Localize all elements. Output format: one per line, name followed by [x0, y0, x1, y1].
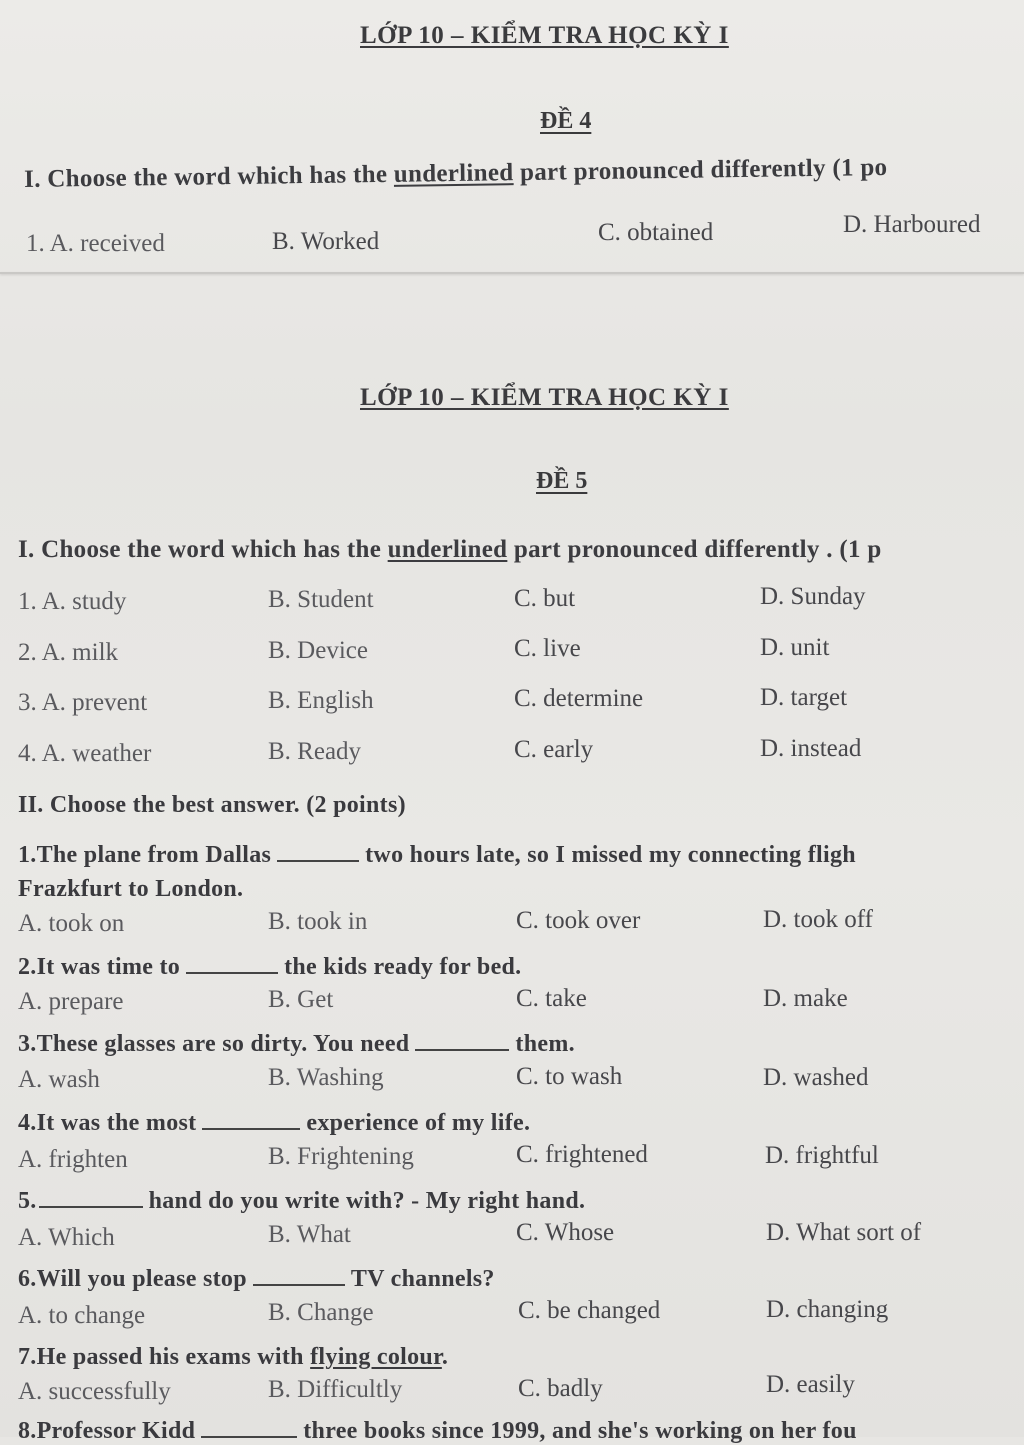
mc-q2-option-c: C. take [516, 985, 587, 1012]
mc-q6-option-b: B. Change [268, 1299, 374, 1326]
section-text-suffix: part pronounced differently . (1 p [507, 536, 882, 563]
mc-q7-stem [18, 1344, 448, 1371]
pron-q4-option-d: D. instead [760, 735, 862, 762]
section-text-suffix: part pronounced differently (1 po [513, 153, 888, 187]
mc-q3-stem [18, 1031, 575, 1058]
pron-q3-option-c: C. determine [514, 685, 644, 712]
mc-q1-stem [18, 842, 856, 869]
mc-q4-option-d: D. frightful [765, 1142, 879, 1169]
question-text-post: three books since 1999, and she's working on her fou [303, 1418, 857, 1444]
pron-q2-option-d: D. unit [760, 634, 830, 661]
mc-q2-option-b: B. Get [268, 986, 334, 1013]
mc-q5-option-d: D. What sort of [766, 1219, 922, 1246]
mc-q2-option-d: D. make [763, 985, 848, 1012]
test4-section1-heading [24, 154, 888, 194]
answer-blank [202, 1110, 300, 1130]
question-text-pre: 1.The plane from Dallas [18, 842, 272, 868]
mc-q1-option-a: A. took on [18, 910, 125, 937]
question-text-post: the kids ready for bed. [284, 954, 522, 980]
mc-q7-option-a: A. successfully [18, 1378, 171, 1405]
answer-blank [253, 1266, 345, 1286]
test5-section2-heading: II. Choose the best answer. (2 points) [18, 792, 406, 818]
mc-q6-option-c: C. be changed [518, 1297, 661, 1324]
pron-q1-option-a: 1. A. study [18, 588, 127, 615]
test4-code: ĐỀ 4 [540, 108, 592, 134]
question-text-post: two hours late, so I missed my connecting fligh [365, 842, 856, 868]
mc-q4-option-b: B. Frightening [268, 1143, 414, 1170]
pron-q4-option-a: 4. A. weather [18, 740, 152, 767]
mc-q5-option-b: B. What [268, 1221, 351, 1248]
answer-blank [277, 842, 359, 862]
mc-q5-stem [18, 1188, 585, 1215]
mc-q3-option-d: D. washed [763, 1064, 869, 1091]
answer-blank [39, 1188, 143, 1208]
question-text-pre: 4.It was the most [18, 1110, 197, 1136]
question-text-pre: 2.It was time to [18, 954, 181, 980]
pron-q2-option-a: 2. A. milk [18, 639, 119, 666]
mc-q1-option-b: B. took in [268, 908, 368, 935]
section-text-underlined: underlined [387, 536, 508, 563]
mc-q7-option-b: B. Difficultly [268, 1376, 403, 1403]
mc-q4-stem [18, 1110, 530, 1137]
pron-q2-option-b: B. Device [268, 637, 368, 664]
mc-q5-option-a: A. Which [18, 1224, 115, 1251]
mc-q6-option-d: D. changing [766, 1296, 889, 1323]
mc-q4-option-c: C. frightened [516, 1141, 648, 1168]
pron-q1-option-d: D. Sunday [760, 583, 866, 610]
mc-q1-stem-line2: Frazkfurt to London. [18, 876, 244, 902]
section-text-prefix: I. Choose the word which has the [18, 536, 388, 563]
pron-q1-option-b: B. Student [268, 586, 374, 613]
mc-q1-option-d: D. took off [763, 906, 873, 933]
mc-q3-option-b: B. Washing [268, 1064, 384, 1091]
test4-q1-option-d: D. Harboured [843, 211, 981, 238]
test5-code: ĐỀ 5 [536, 468, 588, 494]
pron-q1-option-c: C. but [514, 585, 576, 612]
answer-blank [415, 1031, 509, 1051]
mc-q3-option-a: A. wash [18, 1066, 100, 1093]
test4-title: LỚP 10 – KIỂM TRA HỌC KỲ I [360, 22, 729, 49]
answer-blank [201, 1418, 297, 1438]
question-text-underlined: flying colour [310, 1344, 442, 1370]
mc-q5-option-c: C. Whose [516, 1219, 615, 1246]
question-text-pre: 8.Professor Kidd [18, 1418, 196, 1444]
mc-q6-stem [18, 1266, 495, 1293]
test5-section1-heading [18, 536, 882, 564]
question-text-post: hand do you write with? - My right hand. [148, 1188, 586, 1214]
question-text-post: experience of my life. [306, 1110, 531, 1136]
question-text-pre: 6.Will you please stop [18, 1266, 247, 1292]
section-text-underlined: underlined [393, 159, 514, 188]
mc-q7-option-d: D. easily [766, 1371, 855, 1398]
question-text-post: TV channels? [350, 1266, 495, 1292]
pron-q3-option-d: D. target [760, 684, 848, 711]
mc-q8-stem-partial [18, 1418, 857, 1445]
test4-q1-option-a: 1. A. received [26, 230, 165, 257]
mc-q3-option-c: C. to wash [516, 1063, 623, 1090]
section-text-prefix: I. Choose the word which has the [24, 160, 394, 193]
question-text-pre: 7.He passed his exams with [18, 1344, 311, 1370]
question-text-post: . [441, 1344, 449, 1370]
test4-q1-option-b: B. Worked [272, 228, 380, 255]
pron-q4-option-b: B. Ready [268, 738, 362, 765]
mc-q6-option-a: A. to change [18, 1302, 146, 1329]
question-text-post: them. [515, 1031, 575, 1057]
paper-fold-line [0, 272, 1024, 274]
mc-q2-stem [18, 954, 521, 981]
pron-q3-option-b: B. English [268, 687, 374, 714]
mc-q4-option-a: A. frighten [18, 1146, 128, 1173]
pron-q2-option-c: C. live [514, 635, 581, 662]
question-text-pre: 5. [18, 1188, 37, 1214]
pron-q4-option-c: C. early [514, 736, 594, 763]
test5-title: LỚP 10 – KIỂM TRA HỌC KỲ I [360, 384, 729, 411]
pron-q3-option-a: 3. A. prevent [18, 689, 148, 716]
answer-blank [186, 954, 278, 974]
test4-q1-option-c: C. obtained [598, 219, 714, 246]
mc-q2-option-a: A. prepare [18, 988, 124, 1015]
mc-q1-option-c: C. took over [516, 907, 641, 934]
mc-q7-option-c: C. badly [518, 1375, 603, 1402]
question-text-pre: 3.These glasses are so dirty. You need [18, 1031, 410, 1057]
